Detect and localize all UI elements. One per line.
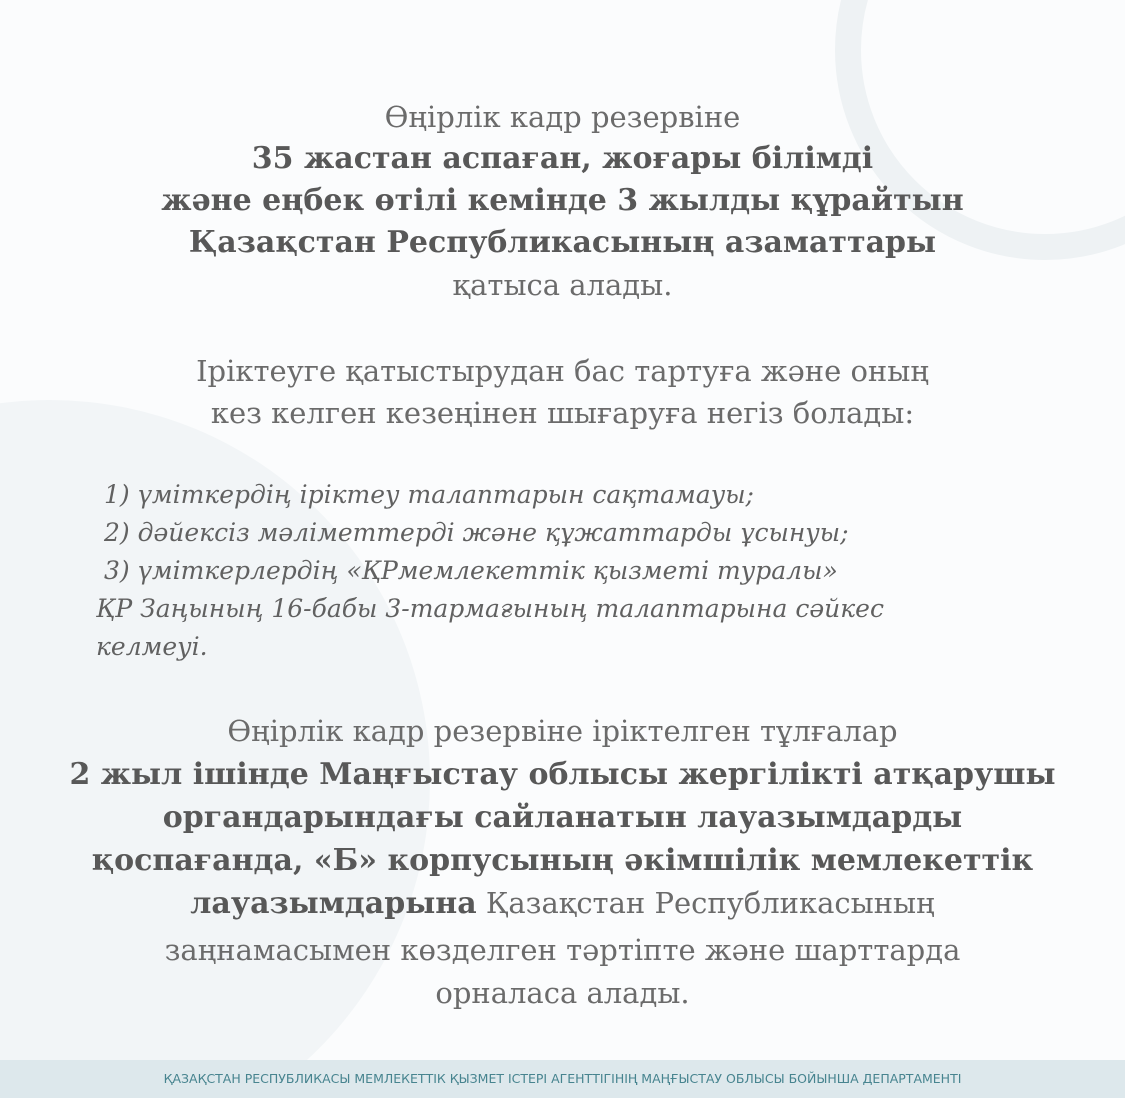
placement-line-3: органдарындағы сайланатын лауазымдарды bbox=[162, 800, 963, 835]
footer-department-name: ҚАЗАҚСТАН РЕСПУБЛИКАСЫ МЕМЛЕКЕТТІК ҚЫЗМЕТ ІСТЕРІ АГЕНТТІГІНІҢ МАҢҒЫСТАУ ОБЛЫСЫ БОЙЫНША ДЕПАРТАМЕНТІ bbox=[0, 1060, 1125, 1098]
placement-line-2: 2 жыл ішінде Маңғыстау облысы жергілікті атқарушы bbox=[69, 757, 1056, 792]
placement-line-5-bold: лауазымдарына bbox=[190, 886, 477, 921]
eligibility-line-3: және еңбек өтілі кемінде 3 жылды құрайтын bbox=[161, 183, 964, 218]
placement-line-6: заңнамасымен көзделген тәртіпте және шарттарда bbox=[164, 933, 961, 967]
eligibility-line-1: Өңірлік кадр резервіне bbox=[384, 100, 741, 134]
grounds-block bbox=[0, 350, 1125, 434]
eligibility-block bbox=[0, 96, 1125, 306]
grounds-line-2: кез келген кезеңінен шығаруға негіз болады: bbox=[210, 396, 915, 430]
eligibility-line-2: 35 жастан аспаған, жоғары білімді bbox=[251, 141, 874, 176]
list-item-3-line-3: келмеуі. bbox=[96, 632, 208, 661]
footer-strip bbox=[0, 1098, 1125, 1118]
eligibility-line-5: қатыса алады. bbox=[452, 268, 673, 302]
list-item-3-line-1: 3) үміткерлердің «ҚРмемлекеттік қызметі туралы» bbox=[104, 556, 838, 585]
placement-line-5 bbox=[0, 882, 1125, 929]
placement-line-4: қоспағанда, «Б» корпусының әкімшілік мемлекеттік bbox=[91, 843, 1034, 878]
placement-line-5-rest: Қазақстан Республикасының bbox=[476, 886, 935, 920]
placement-line-1: Өңірлік кадр резервіне іріктелген тұлғалар bbox=[227, 714, 898, 748]
list-item-1: 1) үміткердің іріктеу талаптарын сақтамауы; bbox=[104, 480, 754, 509]
list-item-2: 2) дәйексіз мәліметтерді және құжаттарды ұсынуы; bbox=[104, 518, 849, 547]
grounds-line-1: Іріктеуге қатыстырудан бас тартуға және оның bbox=[196, 354, 929, 388]
grounds-list bbox=[96, 476, 1056, 666]
list-item-3-line-2: ҚР Заңының 16-бабы 3-тармағының талаптарына сәйкес bbox=[96, 594, 884, 623]
eligibility-line-4: Қазақстан Республикасының азаматтары bbox=[188, 225, 937, 260]
placement-block bbox=[0, 710, 1125, 1015]
placement-line-7: орналаса алады. bbox=[435, 976, 690, 1010]
